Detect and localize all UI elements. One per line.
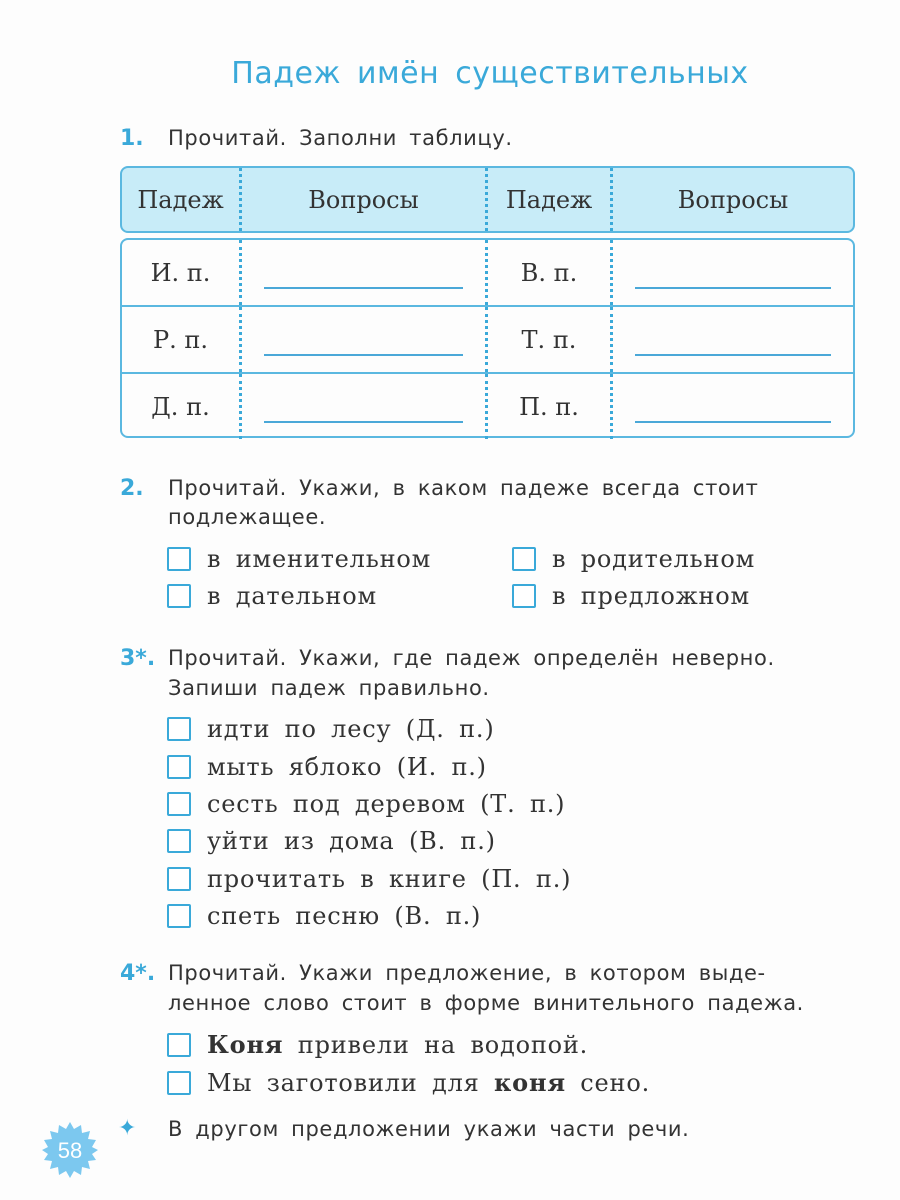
- checkbox[interactable]: [167, 792, 191, 816]
- page-number-badge: [42, 1122, 98, 1178]
- answer-blank[interactable]: [613, 307, 853, 372]
- case-label: Р. п.: [122, 307, 242, 372]
- case-table-header: [120, 166, 855, 233]
- option-label: уйти из дома (В. п.): [207, 827, 496, 855]
- checkbox[interactable]: [167, 755, 191, 779]
- star-icon: ✦: [118, 1116, 137, 1141]
- checkbox[interactable]: [167, 1033, 191, 1057]
- checkbox-option[interactable]: [512, 582, 750, 610]
- page-title: Падеж имён существительных: [231, 56, 749, 91]
- table-row: [122, 372, 853, 439]
- header-case: Падеж: [122, 168, 242, 231]
- header-questions: Вопросы: [242, 168, 488, 231]
- option-label: Мы заготовили для: [207, 1068, 495, 1097]
- checkbox[interactable]: [512, 584, 536, 608]
- checkbox-option[interactable]: [167, 1030, 588, 1059]
- checkbox[interactable]: [167, 867, 191, 891]
- answer-blank[interactable]: [242, 307, 488, 372]
- header-questions: Вопросы: [677, 185, 789, 214]
- answer-blank[interactable]: [242, 240, 488, 305]
- checkbox[interactable]: [167, 717, 191, 741]
- option-label: привели на водопой.: [283, 1030, 589, 1059]
- task-2-text: Прочитай. Укажи, в каком падеже всегда стоит: [168, 476, 759, 500]
- option-label: идти по лесу (Д. п.): [207, 715, 495, 743]
- option-label: прочитать в книге (П. п.): [207, 865, 572, 893]
- checkbox[interactable]: [167, 829, 191, 853]
- checkbox-option[interactable]: [167, 715, 495, 743]
- option-label: сесть под деревом (Т. п.): [207, 790, 566, 818]
- option-label: спеть песню (В. п.): [207, 902, 482, 930]
- case-label: П. п.: [488, 374, 613, 439]
- option-label: в именительном: [207, 545, 432, 573]
- highlighted-word: коня: [494, 1068, 566, 1097]
- checkbox-option[interactable]: [167, 865, 571, 893]
- task-3-text: Прочитай. Укажи, где падеж определён неверно.: [168, 646, 775, 670]
- task-4-text: Прочитай. Укажи предложение, в котором выде-: [168, 961, 766, 985]
- task-4-number: 4*.: [120, 961, 156, 986]
- table-row: [122, 240, 853, 305]
- case-label: В. п.: [488, 240, 613, 305]
- checkbox[interactable]: [512, 547, 536, 571]
- answer-blank[interactable]: [613, 240, 853, 305]
- option-label: в родительном: [552, 545, 756, 573]
- checkbox[interactable]: [167, 584, 191, 608]
- page-number: 58: [57, 1138, 83, 1163]
- checkbox-option[interactable]: [167, 753, 487, 781]
- option-label: мыть яблоко (И. п.): [207, 753, 487, 781]
- checkbox[interactable]: [167, 904, 191, 928]
- checkbox-option[interactable]: [167, 827, 496, 855]
- option-label: в предложном: [552, 582, 750, 610]
- checkbox-option[interactable]: [167, 902, 481, 930]
- task-1-text: Прочитай. Заполни таблицу.: [168, 126, 513, 150]
- option-label: в дательном: [207, 582, 377, 610]
- checkbox[interactable]: [167, 1071, 191, 1095]
- checkbox-option[interactable]: [167, 582, 377, 610]
- checkbox[interactable]: [167, 547, 191, 571]
- answer-blank[interactable]: [242, 374, 488, 439]
- checkbox-option[interactable]: [167, 1068, 650, 1097]
- checkbox-option[interactable]: [512, 545, 755, 573]
- task-3-number: 3*.: [120, 646, 156, 671]
- case-label: Т. п.: [488, 307, 613, 372]
- checkbox-option[interactable]: [167, 790, 565, 818]
- case-label: Д. п.: [122, 374, 242, 439]
- task-2-number: 2.: [120, 476, 144, 501]
- task-2-text: подлежащее.: [168, 505, 327, 529]
- header-case: Падеж: [488, 168, 613, 231]
- table-row: [122, 305, 853, 372]
- task-3-text: Запиши падеж правильно.: [168, 676, 490, 700]
- case-label: И. п.: [122, 240, 242, 305]
- answer-blank[interactable]: [613, 374, 853, 439]
- option-label: сено.: [565, 1068, 651, 1097]
- highlighted-word: Коня: [207, 1030, 284, 1059]
- task-4-text: ленное слово стоит в форме винительного падежа.: [168, 991, 804, 1015]
- extra-task-text: В другом предложении укажи части речи.: [168, 1117, 690, 1141]
- task-1-number: 1.: [120, 126, 144, 151]
- case-table-body: [120, 238, 855, 438]
- checkbox-option[interactable]: [167, 545, 431, 573]
